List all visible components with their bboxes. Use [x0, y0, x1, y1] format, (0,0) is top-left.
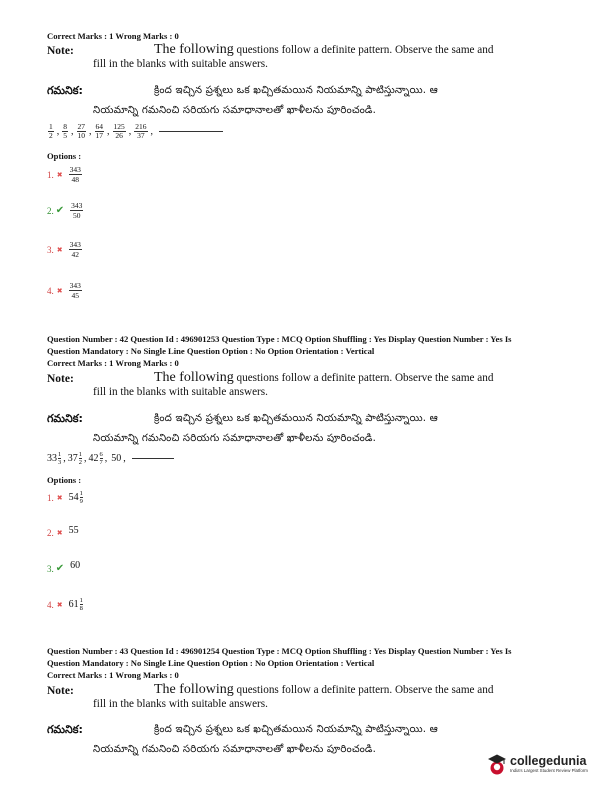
option-value: 343 48 — [69, 165, 81, 184]
q42-term: 42 6 7 — [88, 451, 103, 466]
q43-meta-line2: Question Mandatory : No Single Line Question Option : No Option Orientation : Vertical — [47, 658, 375, 668]
option-value: 343 45 — [69, 281, 81, 300]
q41-note-label: Note: — [47, 45, 74, 57]
option-number: 1. — [47, 169, 54, 180]
q42-meta-line2: Question Mandatory : No Single Line Question Option : No Option Orientation : Vertical — [47, 346, 375, 356]
cross-icon: ✖ — [56, 493, 63, 502]
option-value: 54 1 9 — [68, 490, 83, 505]
option-number: 2. — [47, 528, 54, 538]
q42-note-line2: fill in the blanks with suitable answers. — [93, 386, 268, 398]
q42-note-first: The following — [154, 370, 234, 385]
q42-note-rest: questions follow a definite pattern. Observe the same and — [233, 372, 494, 384]
q42-option-2[interactable] — [47, 524, 79, 538]
q41-term: $\frac{64}{17}$ — [95, 122, 103, 140]
q42-telugu-line1: క్రింద ఇచ్చిన ప్రశ్నలు ఒక ఖచ్చితమయిన నియమాన్ని పాటిస్తున్నాయి. ఆ — [154, 413, 438, 424]
q41-telugu-line1: క్రింద ఇచ్చిన ప్రశ్నలు ఒక ఖచ్చితమయిన నియమాన్ని పాటిస్తున్నాయి. ఆ — [154, 85, 438, 96]
option-number: 2. — [47, 205, 54, 216]
q42-option-1[interactable] — [47, 490, 83, 505]
q42-meta-line1: Question Number : 42 Question Id : 496901253 Question Type : MCQ Option Shuffling : Yes Display Question Number : Yes Is — [47, 334, 512, 344]
q41-term: $\frac{216}{37}$ — [135, 122, 147, 140]
q43-marks: Correct Marks : 1 Wrong Marks : 0 — [47, 670, 179, 680]
check-icon: ✔ — [55, 563, 65, 574]
option-value: 343 42 — [69, 240, 81, 259]
option-value: 60 — [70, 560, 81, 571]
q41-series: $\frac{1}{2}$ , $\frac{8}{5}$ , $\frac{27}{10}$ , $\frac{64}{17}$ , $\frac{125}{26}$ , $\frac{216}{37}$ , — [47, 123, 223, 140]
q43-note-label: Note: — [47, 685, 74, 697]
cross-icon: ✖ — [56, 170, 63, 179]
q41-option-4[interactable] — [47, 281, 82, 300]
option-value: 343 50 — [71, 201, 83, 220]
q43-note-line2: fill in the blanks with suitable answers. — [93, 698, 268, 710]
q42-term: 37 1 2 — [67, 451, 82, 466]
q43-telugu-line1: క్రింద ఇచ్చిన ప్రశ్నలు ఒక ఖచ్చితమయిన నియమాన్ని పాటిస్తున్నాయి. ఆ — [154, 724, 438, 735]
q41-answer-blank — [159, 131, 223, 132]
q43-telugu-line2: నియమాన్ని గమనించి సరియగు సమాధానాలతో ఖాళీలను పూరించండి. — [93, 744, 377, 755]
q41-term: $\frac{8}{5}$ — [63, 122, 67, 140]
logo-tagline: India's Largest Student Review Platform — [510, 767, 588, 773]
q42-term: 33 1 3 — [47, 451, 62, 466]
cross-icon: ✖ — [56, 600, 63, 609]
q41-note-first: The following — [154, 42, 234, 57]
option-number: 3. — [47, 563, 54, 574]
q43-note-rest: questions follow a definite pattern. Observe the same and — [233, 684, 494, 696]
q43-meta-line1: Question Number : 43 Question Id : 496901254 Question Type : MCQ Option Shuffling : Yes Display Question Number : Yes Is — [47, 646, 512, 656]
q41-options-label: Options : — [47, 151, 82, 161]
check-icon: ✔ — [55, 205, 65, 216]
q42-option-3[interactable] — [47, 560, 81, 574]
collegedunia-logo[interactable] — [487, 752, 588, 776]
q42-telugu-label: గమనిక: — [47, 412, 83, 425]
q41-note-rest: questions follow a definite pattern. Observe the same and — [233, 44, 494, 56]
q42-note-label: Note: — [47, 373, 74, 385]
option-value: 55 — [68, 524, 79, 536]
q42-series: 33 1 3 , 37 1 2 , 42 6 7 , 50 , — [47, 451, 174, 466]
q42-answer-blank — [132, 458, 174, 459]
option-number: 4. — [47, 285, 54, 296]
option-value: 61 1 8 — [68, 597, 83, 612]
q41-term: $\frac{1}{2}$ — [49, 122, 53, 140]
q41-option-3[interactable] — [47, 240, 82, 259]
q41-marks: Correct Marks : 1 Wrong Marks : 0 — [47, 31, 179, 41]
q42-options-label: Options : — [47, 475, 82, 485]
cross-icon: ✖ — [56, 245, 63, 254]
q42-option-4[interactable] — [47, 597, 83, 612]
q41-term: $\frac{125}{26}$ — [113, 122, 125, 140]
q41-telugu-line2: నియమాన్ని గమనించి సరియగు సమాధానాలతో ఖాళీలను పూరించండి. — [93, 105, 377, 116]
q43-note-first: The following — [154, 682, 234, 697]
q41-note-text — [154, 42, 544, 58]
q41-option-1[interactable] — [47, 165, 82, 184]
q42-marks: Correct Marks : 1 Wrong Marks : 0 — [47, 358, 179, 368]
option-number: 4. — [47, 599, 54, 610]
option-number: 3. — [47, 244, 54, 255]
cross-icon: ✖ — [56, 529, 63, 537]
graduate-cap-icon — [487, 752, 507, 776]
q41-note-line2: fill in the blanks with suitable answers. — [93, 58, 268, 70]
option-number: 1. — [47, 492, 54, 503]
q42-note-text — [154, 370, 544, 386]
q41-telugu-label: గమనిక: — [47, 84, 83, 97]
cross-icon: ✖ — [56, 286, 63, 295]
q41-term: $\frac{27}{10}$ — [77, 122, 85, 140]
q42-telugu-line2: నియమాన్ని గమనించి సరియగు సమాధానాలతో ఖాళీలను పూరించండి. — [93, 433, 377, 444]
q42-term: 50 — [111, 453, 122, 464]
q41-option-2[interactable] — [47, 201, 83, 220]
q43-telugu-label: గమనిక: — [47, 723, 83, 736]
logo-name: collegedunia — [510, 753, 587, 768]
q43-note-text — [154, 682, 544, 698]
